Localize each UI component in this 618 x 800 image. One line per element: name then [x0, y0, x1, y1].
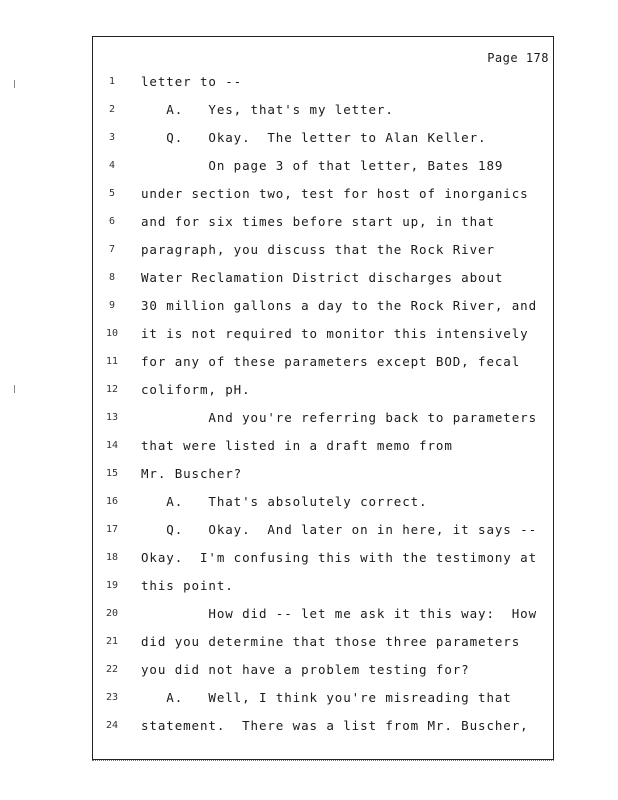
transcript-line-text: paragraph, you discuss that the Rock River [141, 242, 495, 257]
transcript-line-text: statement. There was a list from Mr. Buscher, [141, 718, 529, 733]
transcript-line-text: under section two, test for host of inorganics [141, 186, 529, 201]
transcript-line-text: A. Well, I think you're misreading that [141, 690, 512, 705]
line-number: 9 [108, 300, 116, 311]
line-number: 23 [105, 692, 119, 703]
line-number: 8 [108, 272, 116, 283]
transcript-line-text: On page 3 of that letter, Bates 189 [141, 158, 504, 173]
transcript-line-text: Okay. I'm confusing this with the testimony at [141, 550, 538, 565]
transcript-line-text: 30 million gallons a day to the Rock River, and [141, 298, 538, 313]
transcript-line-text: did you determine that those three parameters [141, 634, 521, 649]
line-number: 24 [105, 720, 119, 731]
transcript-line-text: How did -- let me ask it this way: How [141, 606, 538, 621]
line-number: 16 [105, 496, 119, 507]
line-number: 5 [108, 188, 116, 199]
line-number: 3 [108, 132, 116, 143]
line-number: 13 [105, 412, 119, 423]
line-number: 4 [108, 160, 116, 171]
line-number: 1 [108, 76, 116, 87]
line-number: 7 [108, 244, 116, 255]
transcript-line-text: And you're referring back to parameters [141, 410, 538, 425]
line-number: 14 [105, 440, 119, 451]
transcript-line-text: Q. Okay. The letter to Alan Keller. [141, 130, 487, 145]
transcript-line-text: Mr. Buscher? [141, 466, 243, 481]
scan-margin-mark [14, 385, 19, 393]
line-number: 10 [105, 328, 119, 339]
transcript-page [92, 36, 554, 760]
line-number: 17 [105, 524, 119, 535]
page-number: Page 178 [487, 51, 549, 65]
line-number: 2 [108, 104, 116, 115]
line-number: 21 [105, 636, 119, 647]
transcript-line-text: you did not have a problem testing for? [141, 662, 470, 677]
transcript-line-text: Water Reclamation District discharges about [141, 270, 504, 285]
transcript-line-text: it is not required to monitor this intensively [141, 326, 529, 341]
line-number: 19 [105, 580, 119, 591]
line-number: 22 [105, 664, 119, 675]
transcript-line-text: for any of these parameters except BOD, fecal [141, 354, 521, 369]
scan-bottom-edge [92, 760, 554, 764]
line-number: 11 [105, 356, 119, 367]
transcript-line-text: A. Yes, that's my letter. [141, 102, 394, 117]
transcript-line-text: and for six times before start up, in that [141, 214, 495, 229]
transcript-line-text: this point. [141, 578, 234, 593]
line-number: 18 [105, 552, 119, 563]
scan-margin-mark [14, 80, 19, 88]
transcript-line-text: that were listed in a draft memo from [141, 438, 453, 453]
line-number: 20 [105, 608, 119, 619]
line-number: 6 [108, 216, 116, 227]
transcript-line-text: letter to -- [141, 74, 243, 89]
line-number: 15 [105, 468, 119, 479]
line-number: 12 [105, 384, 119, 395]
transcript-line-text: A. That's absolutely correct. [141, 494, 428, 509]
transcript-line-text: coliform, pH. [141, 382, 251, 397]
transcript-line-text: Q. Okay. And later on in here, it says -- [141, 522, 538, 537]
